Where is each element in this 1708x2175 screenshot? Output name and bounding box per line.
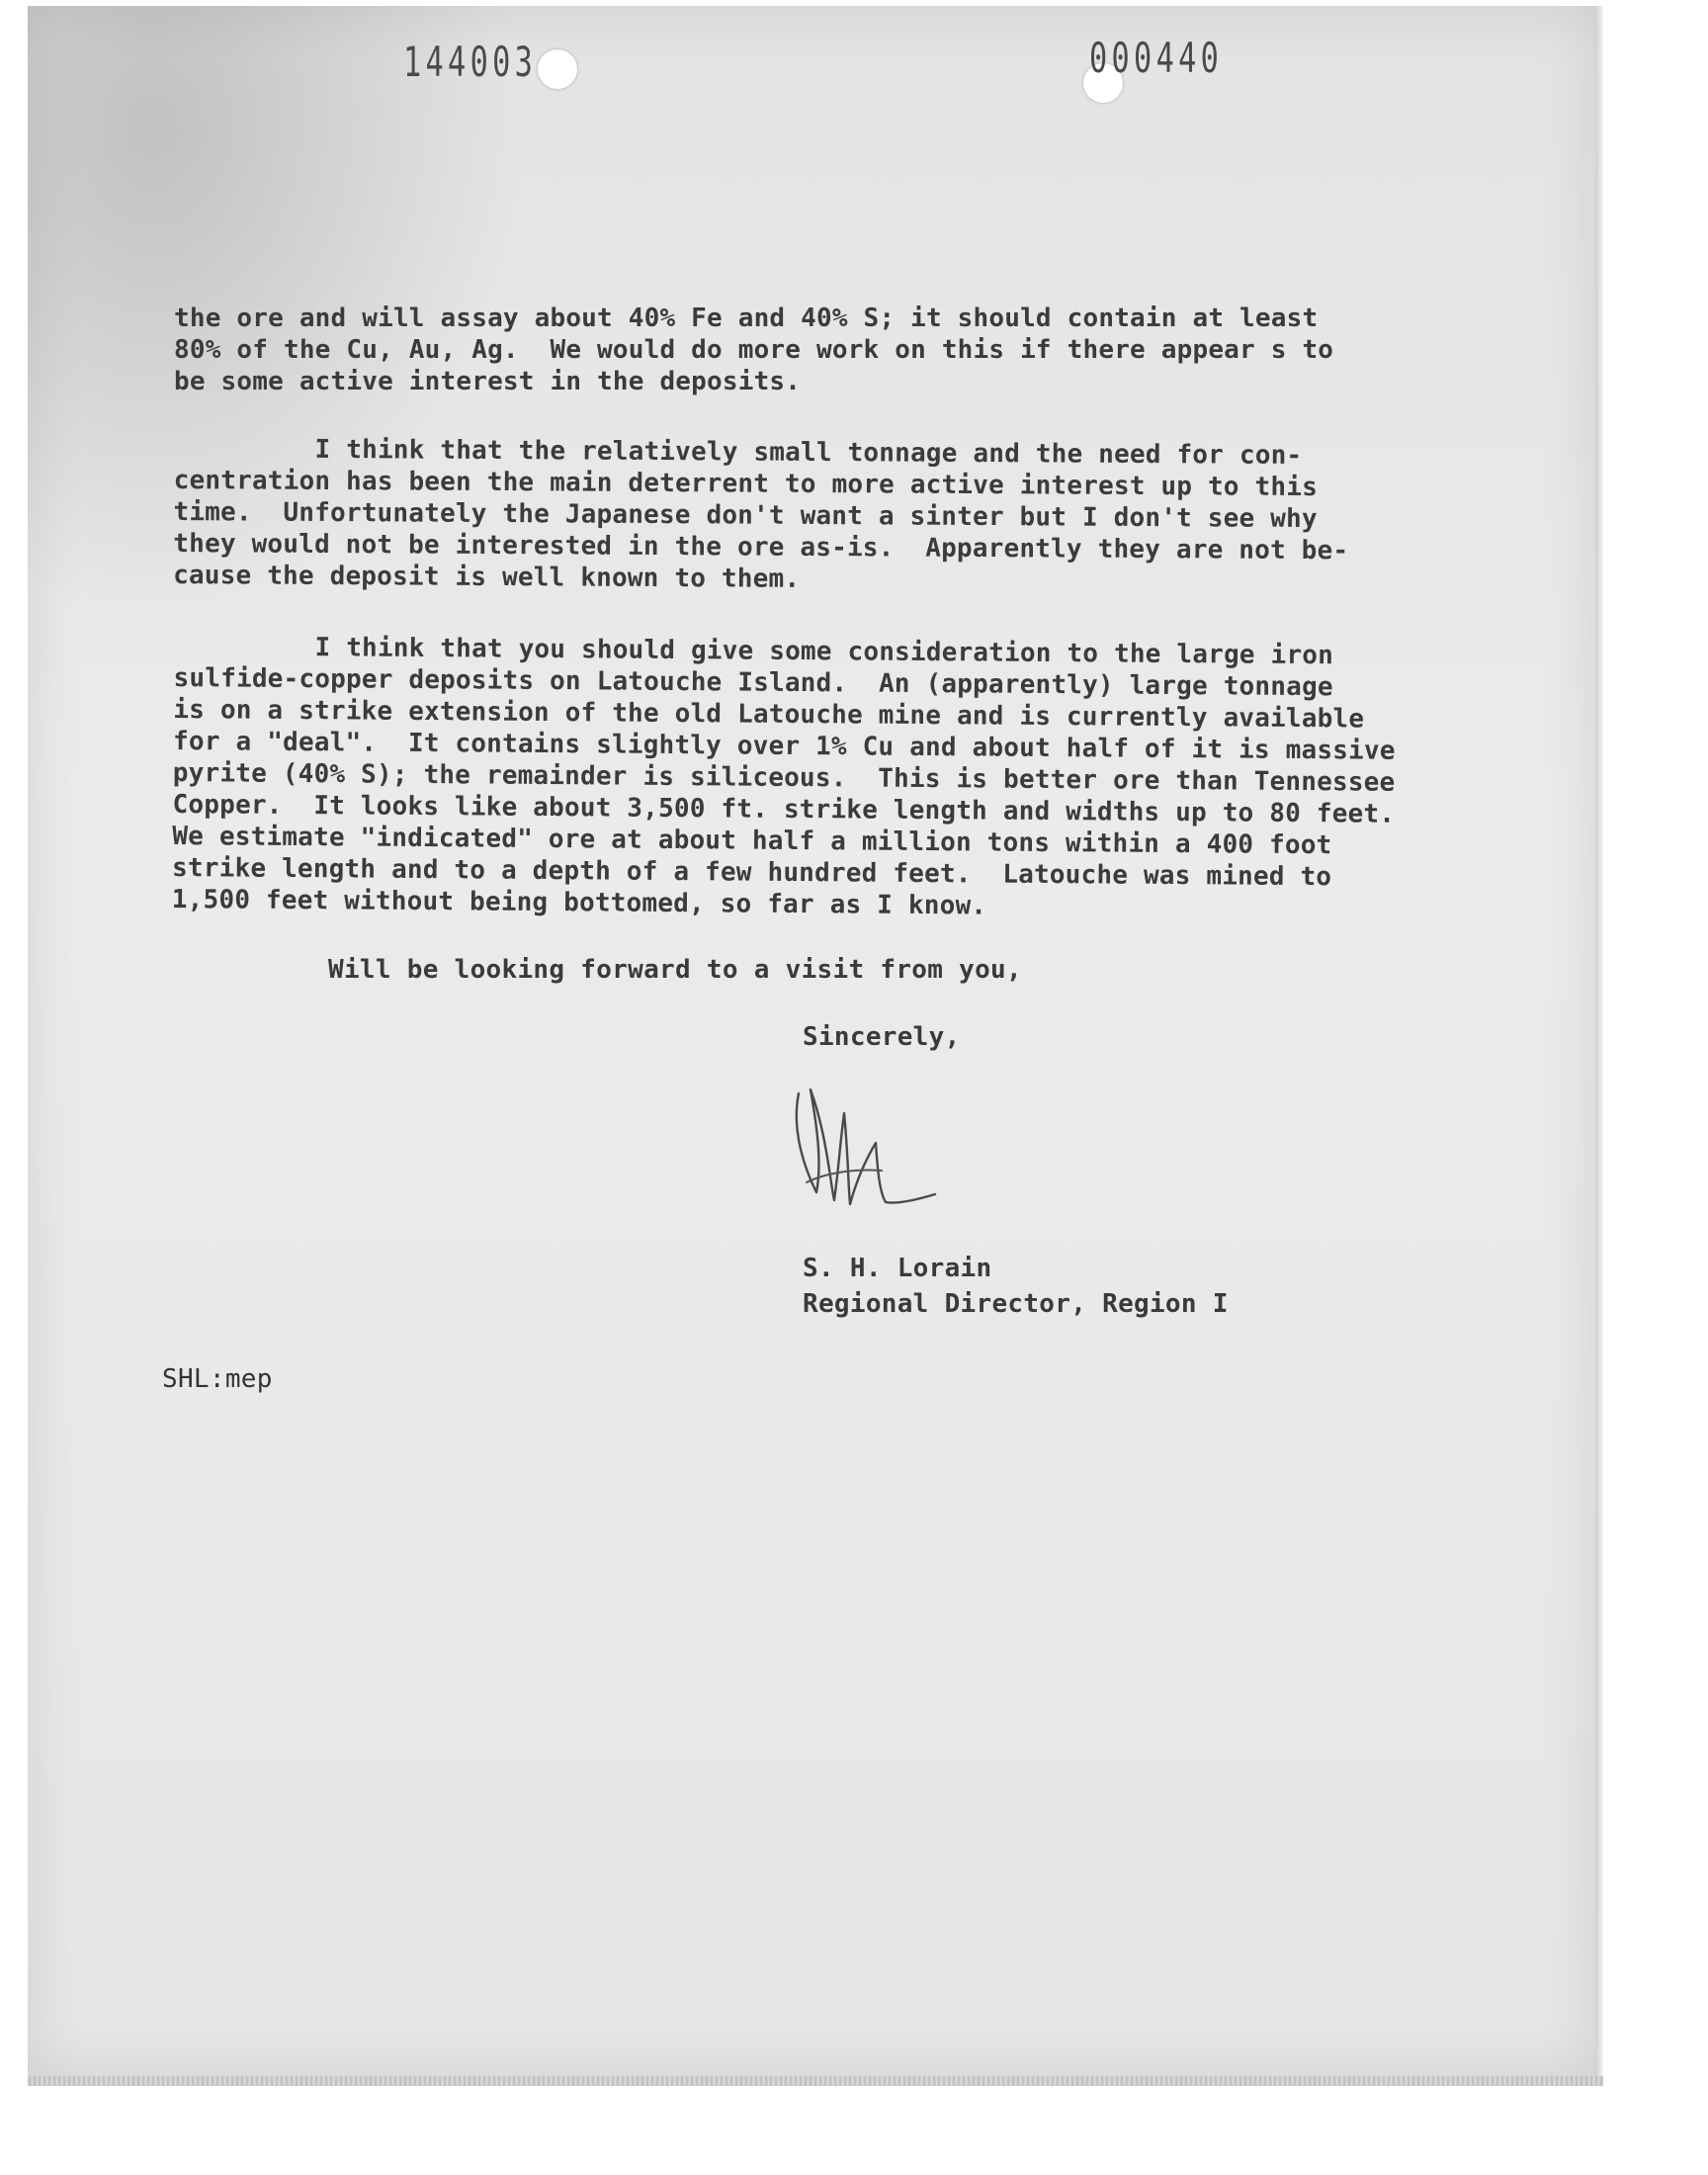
salutation: Sincerely, [803, 1022, 961, 1052]
reference-initials: SHL:mep [162, 1364, 273, 1394]
handwritten-signature [787, 1074, 1004, 1222]
text-line: for a "deal". It contains slightly over 1% Cu and about half of it is massive [173, 726, 1396, 766]
text-line: sulfide-copper deposits on Latouche Island. An (apparently) large tonnage [173, 662, 1333, 703]
signer-title: Regional Director, Region I [803, 1289, 1229, 1319]
paragraph-tonnage-deterrent [173, 433, 1459, 599]
page-edge-shadow [1595, 6, 1603, 2076]
text-line: I think that you should give some consideration to the large iron [173, 631, 1334, 671]
text-line: they would not be interested in the ore as-is. Apparently they are not be- [173, 528, 1349, 566]
text-line: be some active interest in the deposits. [174, 367, 802, 396]
text-line: the ore and will assay about 40% Fe and 40% S; it should contain at least [174, 304, 1319, 333]
text-line: strike length and to a depth of a few hundred feet. Latouche was mined to [171, 852, 1332, 893]
paragraph-ore-assay [174, 303, 1459, 397]
text-line: is on a strike extension of the old Latouche mine and is currently available [173, 694, 1365, 735]
document-number-stamp-right: 000440 [1089, 34, 1224, 82]
text-line: pyrite (40% S); the remainder is siliceous. This is better ore than Tennessee [172, 757, 1396, 798]
closing-line: Will be looking forward to a visit from you, [328, 955, 1022, 985]
text-line: centration has been the main deterrent to more active interest up to this [173, 465, 1319, 503]
text-line: 1,500 feet without being bottomed, so far as I know. [171, 884, 987, 921]
text-line: Copper. It looks like about 3,500 ft. strike length and widths up to 80 feet. [172, 789, 1396, 829]
document-number-stamp-left: 144003 [403, 38, 538, 86]
text-line: We estimate "indicated" ore at about half a million tons within a 400 foot [172, 821, 1332, 861]
text-line: I think that the relatively small tonnage and the need for con- [173, 433, 1303, 471]
punch-hole-left [538, 49, 577, 89]
text-line: cause the deposit is well known to them. [173, 560, 801, 594]
text-line: 80% of the Cu, Au, Ag. We would do more work on this if there appear s to [174, 335, 1334, 365]
signer-name: S. H. Lorain [803, 1254, 992, 1283]
text-line: time. Unfortunately the Japanese don't want a sinter but I don't see why [173, 496, 1318, 535]
paragraph-latouche-deposits [172, 631, 1459, 925]
scan-bottom-band [28, 2076, 1603, 2086]
